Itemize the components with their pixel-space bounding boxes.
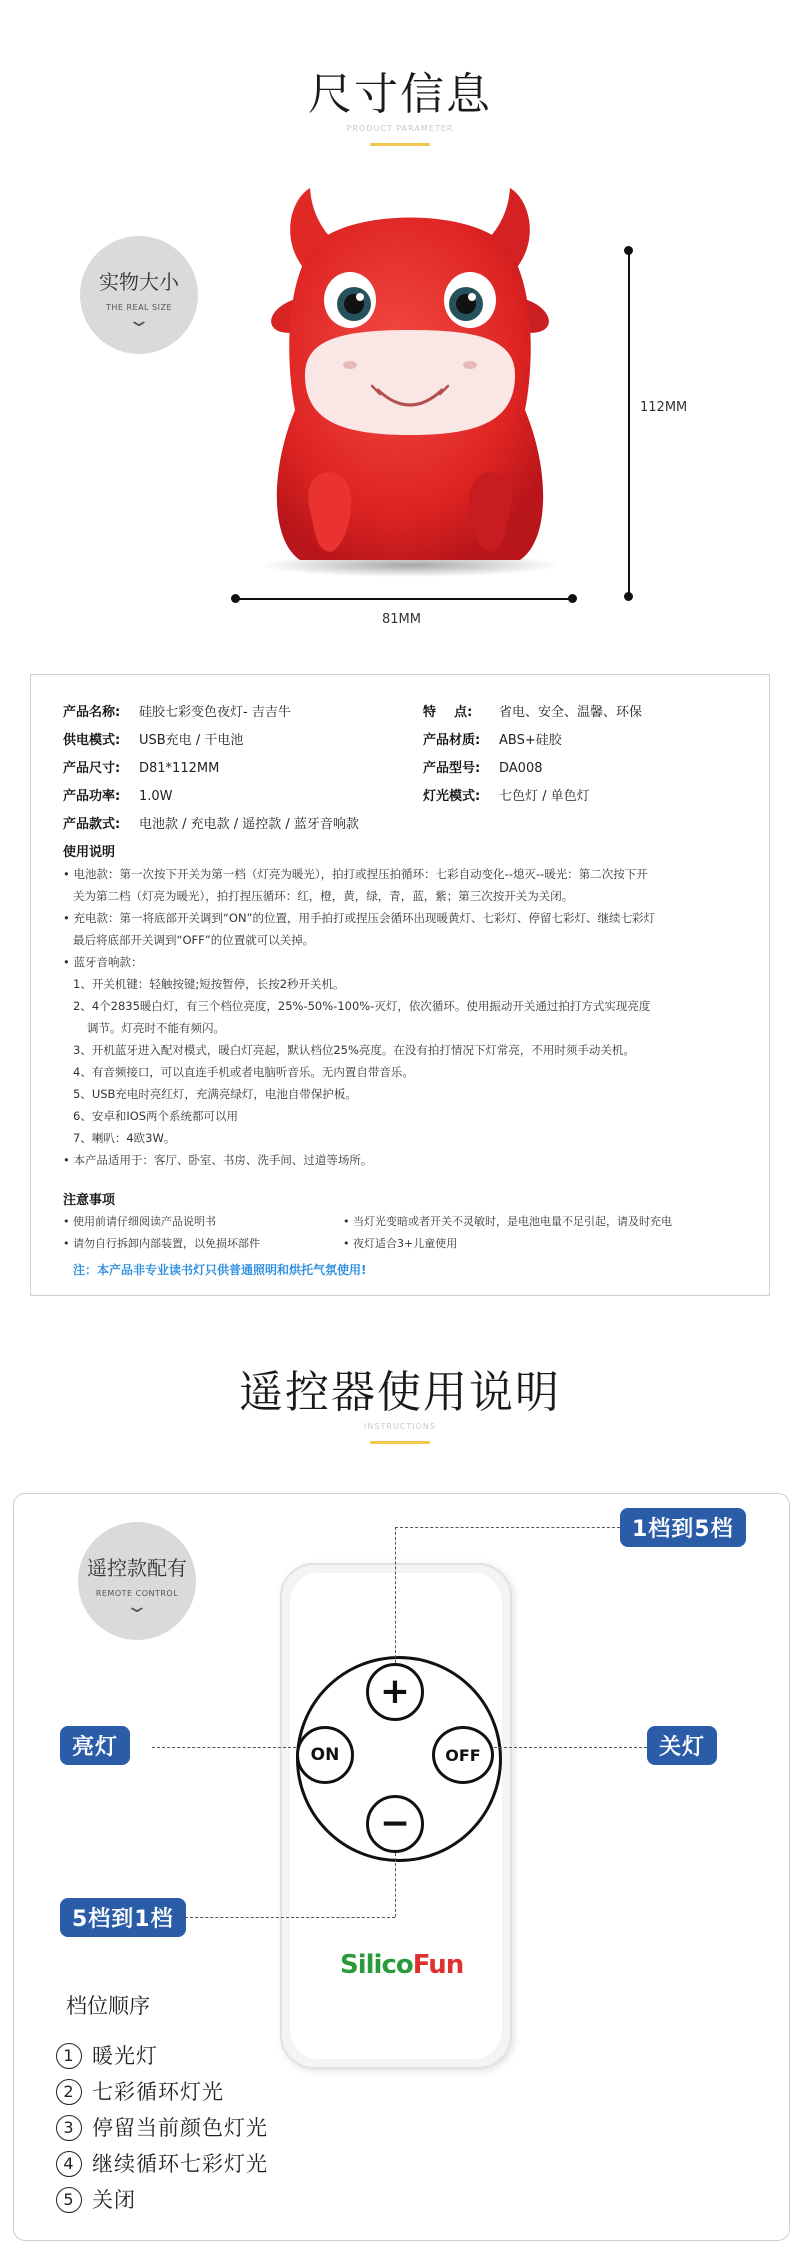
title-accent-bar (370, 1441, 430, 1444)
chevron-down-icon: ⌄ (124, 1596, 150, 1617)
spec-power-mode: 供电模式: USB充电 / 干电池 (63, 733, 244, 748)
usage-line: 调节。灯亮时不能有频闪。 (87, 1021, 225, 1035)
notes-left (63, 1211, 260, 1255)
note-item: • 夜灯适合3+儿童使用 (343, 1237, 458, 1250)
chevron-down-icon: ⌄ (126, 310, 152, 331)
title-accent-bar (370, 143, 430, 146)
remote-subtitle: INSTRUCTIONS (364, 1422, 436, 1431)
size-section-header (0, 58, 800, 146)
usage-line: • 本产品适用于：客厅、卧室、书房、洗手间、过道等场所。 (63, 1153, 373, 1167)
order-item: 1 暖光灯 (56, 2040, 158, 2070)
usage-line: 7、喇叭：4欧3W。 (73, 1131, 176, 1145)
spec-box (30, 674, 770, 1296)
badge-en: REMOTE CONTROL (95, 1589, 179, 1598)
height-dimension-line (628, 250, 630, 596)
height-label: 112MM (640, 400, 688, 415)
notes-right (343, 1211, 672, 1255)
order-title: 档位顺序 (66, 1994, 150, 2018)
note-item: • 使用前请仔细阅读产品说明书 (63, 1215, 216, 1228)
order-item: 5 关闭 (56, 2184, 136, 2214)
usage-line: 关为第二档（灯亮为暖光），拍打捏压循环：红，橙，黄，绿，青，蓝，紫；第三次按开关为关闭。 (73, 889, 574, 903)
spec-features: 特 点: 省电、安全、温馨、环保 (423, 705, 643, 720)
leader-line (395, 1527, 620, 1528)
note-item: • 请勿自行拆卸内部装置，以免损坏部件 (63, 1237, 260, 1250)
usage-line: • 蓝牙音响款： (63, 955, 143, 969)
usage-line: 5、USB充电时亮红灯，充满亮绿灯，电池自带保护板。 (73, 1087, 357, 1101)
dim-dot (624, 592, 633, 601)
spec-size: 产品尺寸: D81*112MM (63, 761, 220, 776)
usage-line: 4、有音频接口，可以直连手机或者电脑听音乐。无内置自带音乐。 (73, 1065, 414, 1079)
badge-en: THE REAL SIZE (105, 303, 173, 312)
tag-level-up: 1档到5档 (620, 1508, 746, 1547)
usage-line: 1、开关机键：轻触按键;短按暂停，长按2秒开关机。 (73, 977, 345, 991)
spec-light-mode: 灯光模式: 七色灯 / 单色灯 (423, 789, 590, 804)
remote-badge (78, 1522, 196, 1640)
usage-line: • 电池款：第一次按下开关为第一档（灯亮为暖光），拍打或捏压拍循环：七彩自动变化--熄灭--暖光：第二次按下开 (63, 867, 648, 881)
leader-line (152, 1747, 296, 1748)
spec-wattage: 产品功率: 1.0W (63, 789, 173, 804)
warning-note: 注：本产品非专业读书灯只供普通照明和烘托气氛使用! (73, 1263, 367, 1277)
cow-lamp-image (250, 180, 570, 580)
tag-light-off: 关灯 (647, 1726, 717, 1765)
usage-line: 最后将底部开关调到“OFF”的位置就可以关掉。 (73, 933, 315, 947)
usage-line: 3、开机蓝牙进入配对模式，暖白灯亮起，默认档位25%亮度。在没有拍打情况下灯常亮，不用时须手动关机。 (73, 1043, 635, 1057)
spec-styles: 产品款式: 电池款 / 充电款 / 遥控款 / 蓝牙音响款 (63, 817, 359, 832)
badge-zh: 实物大小 (99, 270, 179, 294)
leader-line (494, 1747, 647, 1748)
spec-material: 产品材质: ABS+硅胶 (423, 733, 562, 748)
spec-model: 产品型号: DA008 (423, 761, 543, 776)
usage-title: 使用说明 (63, 845, 116, 860)
badge-zh: 遥控款配有 (87, 1556, 187, 1580)
remote-title: 遥控器使用说明 (239, 1367, 561, 1418)
notes-title: 注意事项 (63, 1193, 116, 1208)
order-item: 3 停留当前颜色灯光 (56, 2112, 268, 2142)
note-item: • 当灯光变暗或者开关不灵敏时，是电池电量不足引起，请及时充电 (343, 1215, 672, 1228)
silicofun-logo: SilicoFun (340, 1950, 464, 1980)
on-button[interactable]: ON (296, 1726, 354, 1784)
leader-line (180, 1917, 395, 1918)
usage-text (63, 863, 763, 1171)
remote-section-header (0, 1356, 800, 1444)
size-title: 尺寸信息 (308, 69, 492, 120)
minus-button[interactable]: − (366, 1795, 424, 1853)
leader-line (395, 1527, 396, 1663)
plus-button[interactable]: + (366, 1663, 424, 1721)
size-subtitle: PRODUCT PARAMETER (346, 124, 454, 133)
real-size-badge (80, 236, 198, 354)
usage-line: 2、4个2835暖白灯，有三个档位亮度，25%-50%-100%-灭灯，依次循环。使用振动开关通过拍打方式实现亮度 (73, 999, 651, 1013)
leader-line (395, 1853, 396, 1917)
off-button[interactable]: OFF (432, 1726, 494, 1784)
width-dimension-line (235, 598, 573, 600)
tag-level-down: 5档到1档 (60, 1898, 186, 1937)
tag-light-on: 亮灯 (60, 1726, 130, 1765)
width-label: 81MM (382, 612, 421, 627)
order-item: 2 七彩循环灯光 (56, 2076, 224, 2106)
usage-line: • 充电款：第一将底部开关调到“ON”的位置，用手拍打或捏压会循环出现暖黄灯、七彩灯、停留七彩灯、继续七彩灯 (63, 911, 656, 925)
usage-line: 6、安卓和IOS两个系统都可以用 (73, 1109, 239, 1123)
spec-name: 产品名称: 硅胶七彩变色夜灯- 吉吉牛 (63, 705, 291, 720)
dim-dot (568, 594, 577, 603)
order-item: 4 继续循环七彩灯光 (56, 2148, 268, 2178)
